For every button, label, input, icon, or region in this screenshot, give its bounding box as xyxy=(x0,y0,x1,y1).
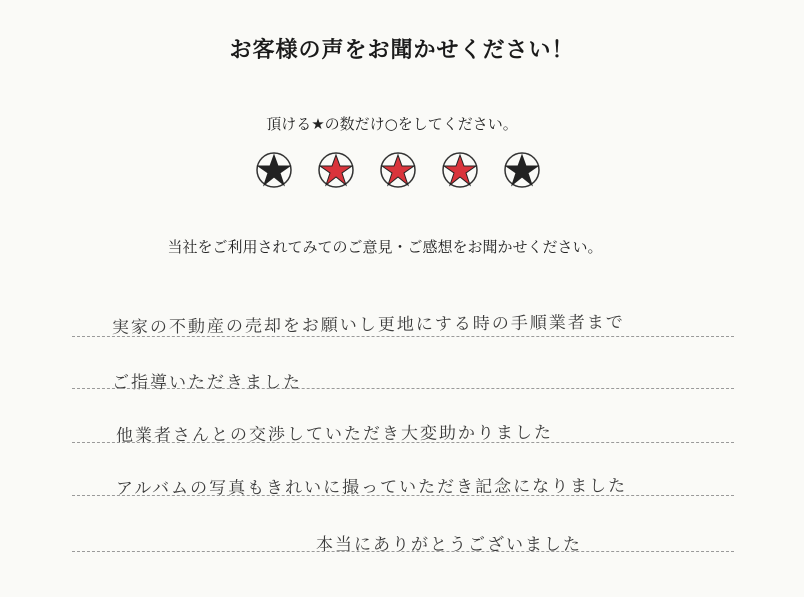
star-rating xyxy=(254,150,554,194)
rating-instruction: 頂ける★の数だけ○をしてください。 xyxy=(266,115,518,133)
comment-line-5: 本当にありがとうございました xyxy=(316,535,582,555)
star-1-icon xyxy=(254,150,294,190)
star-2-icon xyxy=(316,150,356,190)
comment-line-1: 実家の不動産の売却をお願いし更地にする時の手順業者まで xyxy=(111,312,625,338)
star-4-icon xyxy=(440,150,480,190)
ruled-line-5 xyxy=(72,551,734,552)
ruled-line-1 xyxy=(72,336,734,337)
feedback-prompt: 当社をご利用されてみてのご意見・ご感想をお聞かせください。 xyxy=(167,238,603,256)
star-5-icon xyxy=(502,150,542,190)
comment-line-4: アルバムの写真もきれいに撮っていただき記念になりました xyxy=(115,476,628,499)
survey-title: お客様の声をお聞かせください！ xyxy=(229,38,575,63)
star-3-icon xyxy=(378,150,418,190)
ruled-line-4 xyxy=(72,495,734,496)
comment-line-2: ご指導いただきました xyxy=(112,373,302,393)
ruled-line-2 xyxy=(72,388,734,389)
ruled-line-3 xyxy=(72,442,734,443)
comment-line-3: 他業者さんとの交渉していただき大変助かりました xyxy=(115,422,553,446)
